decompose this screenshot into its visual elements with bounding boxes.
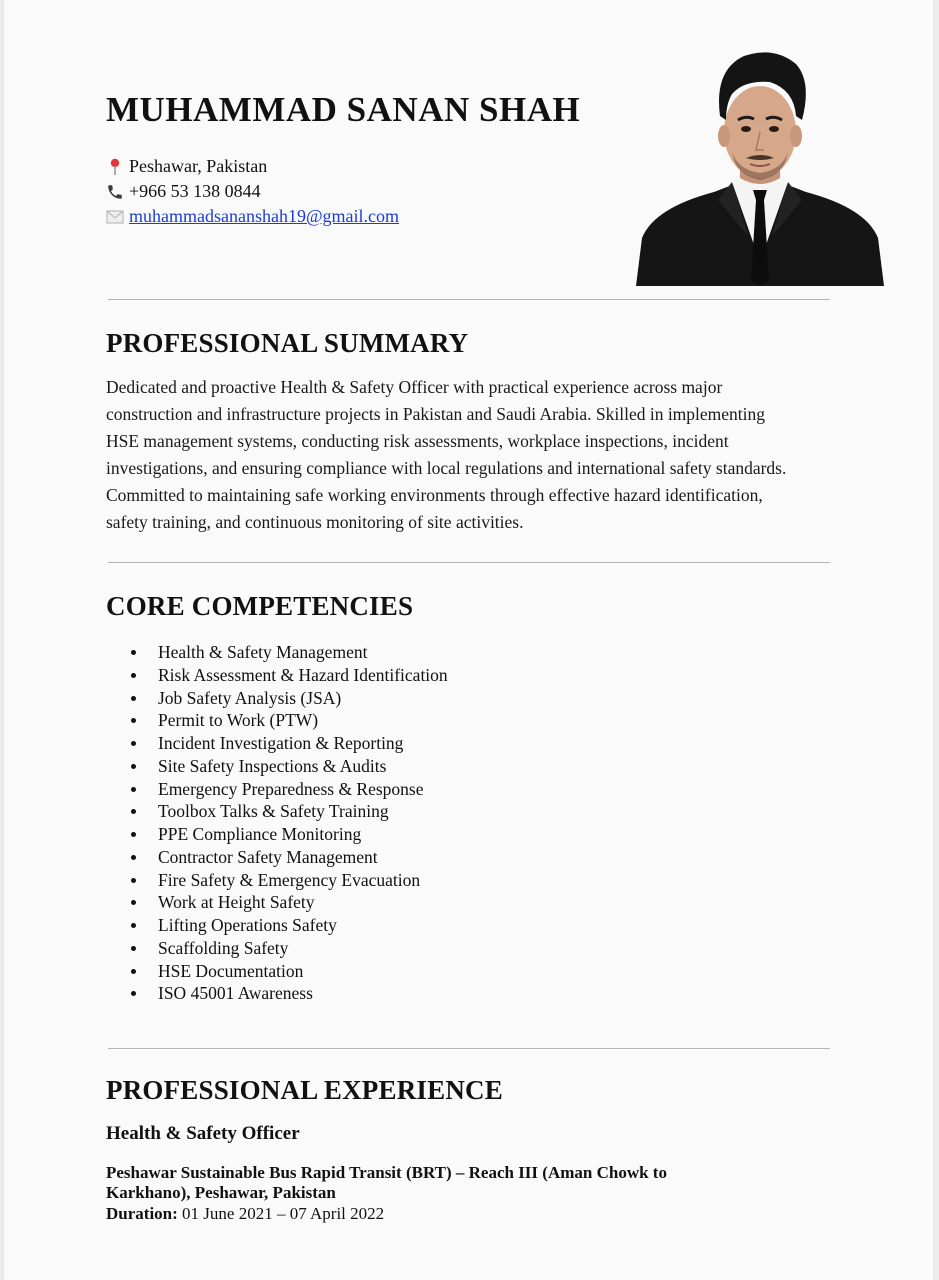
list-item: ISO 45001 Awareness [126, 982, 448, 1005]
list-item: Job Safety Analysis (JSA) [126, 687, 448, 710]
location-text: Peshawar, Pakistan [129, 156, 268, 176]
list-item: Permit to Work (PTW) [126, 709, 448, 732]
phone-row [106, 179, 399, 204]
list-item: Incident Investigation & Reporting [126, 732, 448, 755]
email-link[interactable]: muhammadsananshah19@gmail.com [129, 206, 400, 226]
summary-text: Dedicated and proactive Health & Safety Officer with practical experience across major construction and infrastructure projects in Pakistan and Saudi Arabia. Skilled in implementing HSE management systems, conducting risk assessments, workplace inspections, incident investigations, and ensuring compliance with local regulations and international safety standards. Committed to maintaining safe working environments through effective hazard identification, safety training, and continuous monitoring of site activities. [106, 377, 787, 532]
list-item: HSE Documentation [126, 960, 448, 983]
list-item: Lifting Operations Safety [126, 914, 448, 937]
contact-info [106, 154, 399, 229]
phone-text: +966 53 138 0844 [129, 181, 261, 201]
competencies-list [126, 641, 448, 1005]
job-title: Health & Safety Officer [106, 1123, 300, 1144]
duration-label: Duration: [106, 1204, 178, 1223]
list-item: Risk Assessment & Hazard Identification [126, 664, 448, 687]
list-item: Health & Safety Management [126, 641, 448, 664]
divider [108, 299, 830, 300]
project-name: Peshawar Sustainable Bus Rapid Transit (BRT) – Reach III (Aman Chowk to Karkhano), Peshawar, Pakistan [106, 1163, 667, 1202]
email-row [106, 204, 399, 229]
list-item: PPE Compliance Monitoring [126, 823, 448, 846]
divider [108, 562, 830, 563]
duration-value: 01 June 2021 – 07 April 2022 [182, 1204, 385, 1223]
experience-heading: PROFESSIONAL EXPERIENCE [106, 1075, 503, 1105]
profile-photo [636, 40, 884, 286]
map-pin-icon [106, 158, 124, 176]
list-item: Toolbox Talks & Safety Training [126, 800, 448, 823]
candidate-name: MUHAMMAD SANAN SHAH [106, 90, 581, 129]
list-item: Work at Height Safety [126, 891, 448, 914]
location-row [106, 154, 399, 179]
list-item: Scaffolding Safety [126, 937, 448, 960]
divider [108, 1048, 830, 1049]
phone-icon [106, 183, 124, 201]
list-item: Site Safety Inspections & Audits [126, 755, 448, 778]
duration [106, 1204, 384, 1224]
list-item: Contractor Safety Management [126, 846, 448, 869]
list-item: Emergency Preparedness & Response [126, 778, 448, 801]
envelope-icon [106, 208, 124, 226]
competencies-heading: CORE COMPETENCIES [106, 591, 414, 621]
list-item: Fire Safety & Emergency Evacuation [126, 869, 448, 892]
summary-heading: PROFESSIONAL SUMMARY [106, 328, 469, 358]
resume-page [4, 0, 933, 1280]
